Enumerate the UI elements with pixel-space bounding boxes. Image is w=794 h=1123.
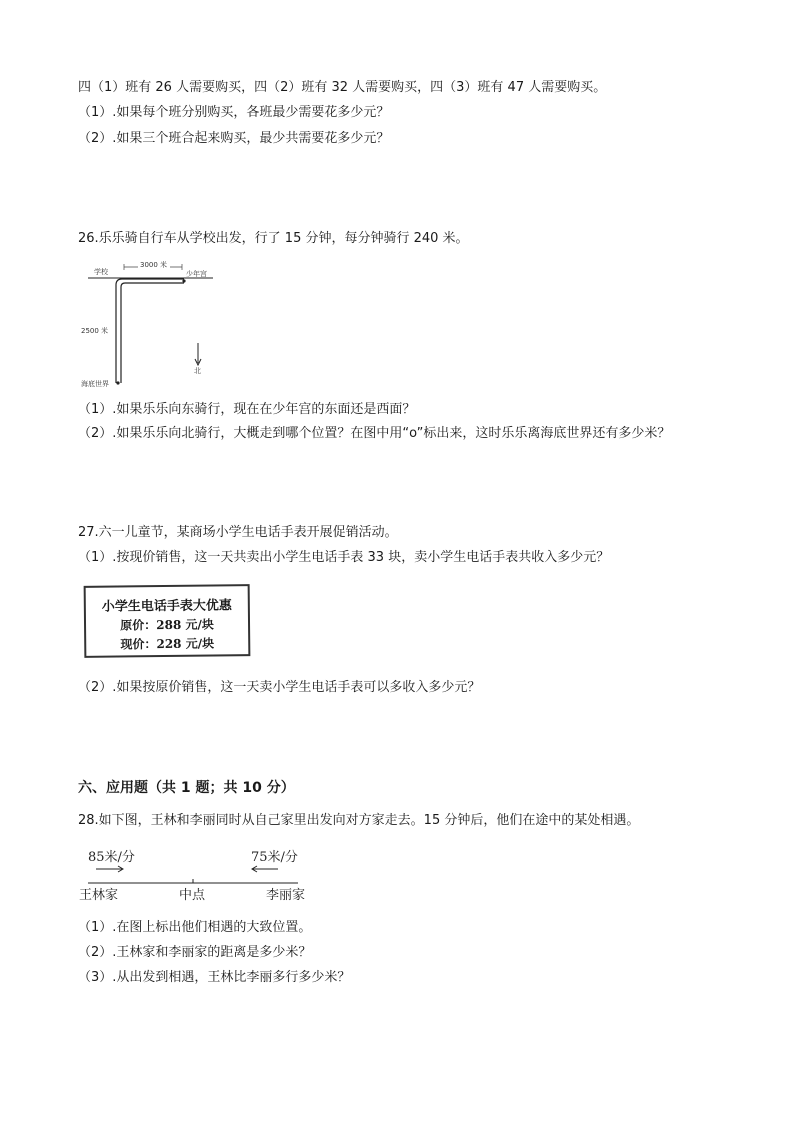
route-outer: [116, 279, 184, 383]
promo-original-price: 原价：288 元/块: [120, 617, 214, 633]
q28-stem: 28.如下图，王林和李丽同时从自己家里出发向对方家走去。15 分钟后，他们在途中的某处相遇。: [78, 813, 640, 828]
q27-sub1: （1）.按现价销售，这一天共卖出小学生电话手表 33 块，卖小学生电话手表共收入多少元？: [78, 550, 610, 565]
speed-right: 75米/分: [251, 850, 298, 865]
q26-sub2: （2）.如果乐乐向北骑行，大概走到哪个位置？在图中用“o”标出来，这时乐乐离海底世界还有多少米？: [78, 426, 671, 441]
q27-sub2: （2）.如果按原价销售，这一天卖小学生电话手表可以多收入多少元？: [78, 680, 481, 695]
map-label-north: 北: [194, 367, 201, 375]
palace-point: [182, 279, 185, 282]
q28-sub3: （3）.从出发到相遇，王林比李丽多行多少米？: [78, 970, 351, 985]
q27-stem: 27.六一儿童节，某商场小学生电话手表开展促销活动。: [78, 525, 398, 540]
section6-title: 六、应用题（共 1 题；共 10 分）: [78, 780, 295, 796]
q26-sub1: （1）.如果乐乐向东骑行，现在在少年宫的东面还是西面？: [78, 402, 416, 417]
q28-sub1: （1）.在图上标出他们相遇的大致位置。: [78, 920, 312, 935]
map-label-world: 海底世界: [81, 380, 109, 388]
q25-sub2: （2）.如果三个班合起来购买，最少共需要花多少元？: [78, 131, 390, 146]
world-point: [116, 381, 119, 384]
promo-title: 小学生电话手表大优惠: [101, 598, 232, 615]
label-midpoint: 中点: [179, 888, 206, 903]
map-label-school: 学校: [94, 268, 108, 276]
label-wanglin-home: 王林家: [79, 888, 119, 903]
q25-intro: 四（1）班有 26 人需要购买，四（2）班有 32 人需要购买，四（3）班有 47 人需要购买。: [78, 80, 607, 95]
speed-left: 85米/分: [88, 850, 135, 865]
label-lili-home: 李丽家: [266, 888, 306, 903]
q28-diagram: [76, 846, 316, 906]
map-label-top: 3000 米: [140, 261, 168, 269]
map-label-left: 2500 米: [81, 327, 109, 335]
route-inner: [121, 283, 184, 383]
q25-sub1: （1）.如果每个班分别购买，各班最少需要花多少元？: [78, 105, 390, 120]
q26-map: [78, 255, 228, 390]
q28-sub2: （2）.王林家和李丽家的距离是多少米？: [78, 945, 312, 960]
q26-stem: 26.乐乐骑自行车从学校出发，行了 15 分钟，每分钟骑行 240 米。: [78, 231, 469, 246]
map-label-palace: 少年宫: [186, 270, 207, 278]
promo-sign: [84, 584, 251, 658]
promo-current-price: 现价：228 元/块: [120, 636, 215, 652]
